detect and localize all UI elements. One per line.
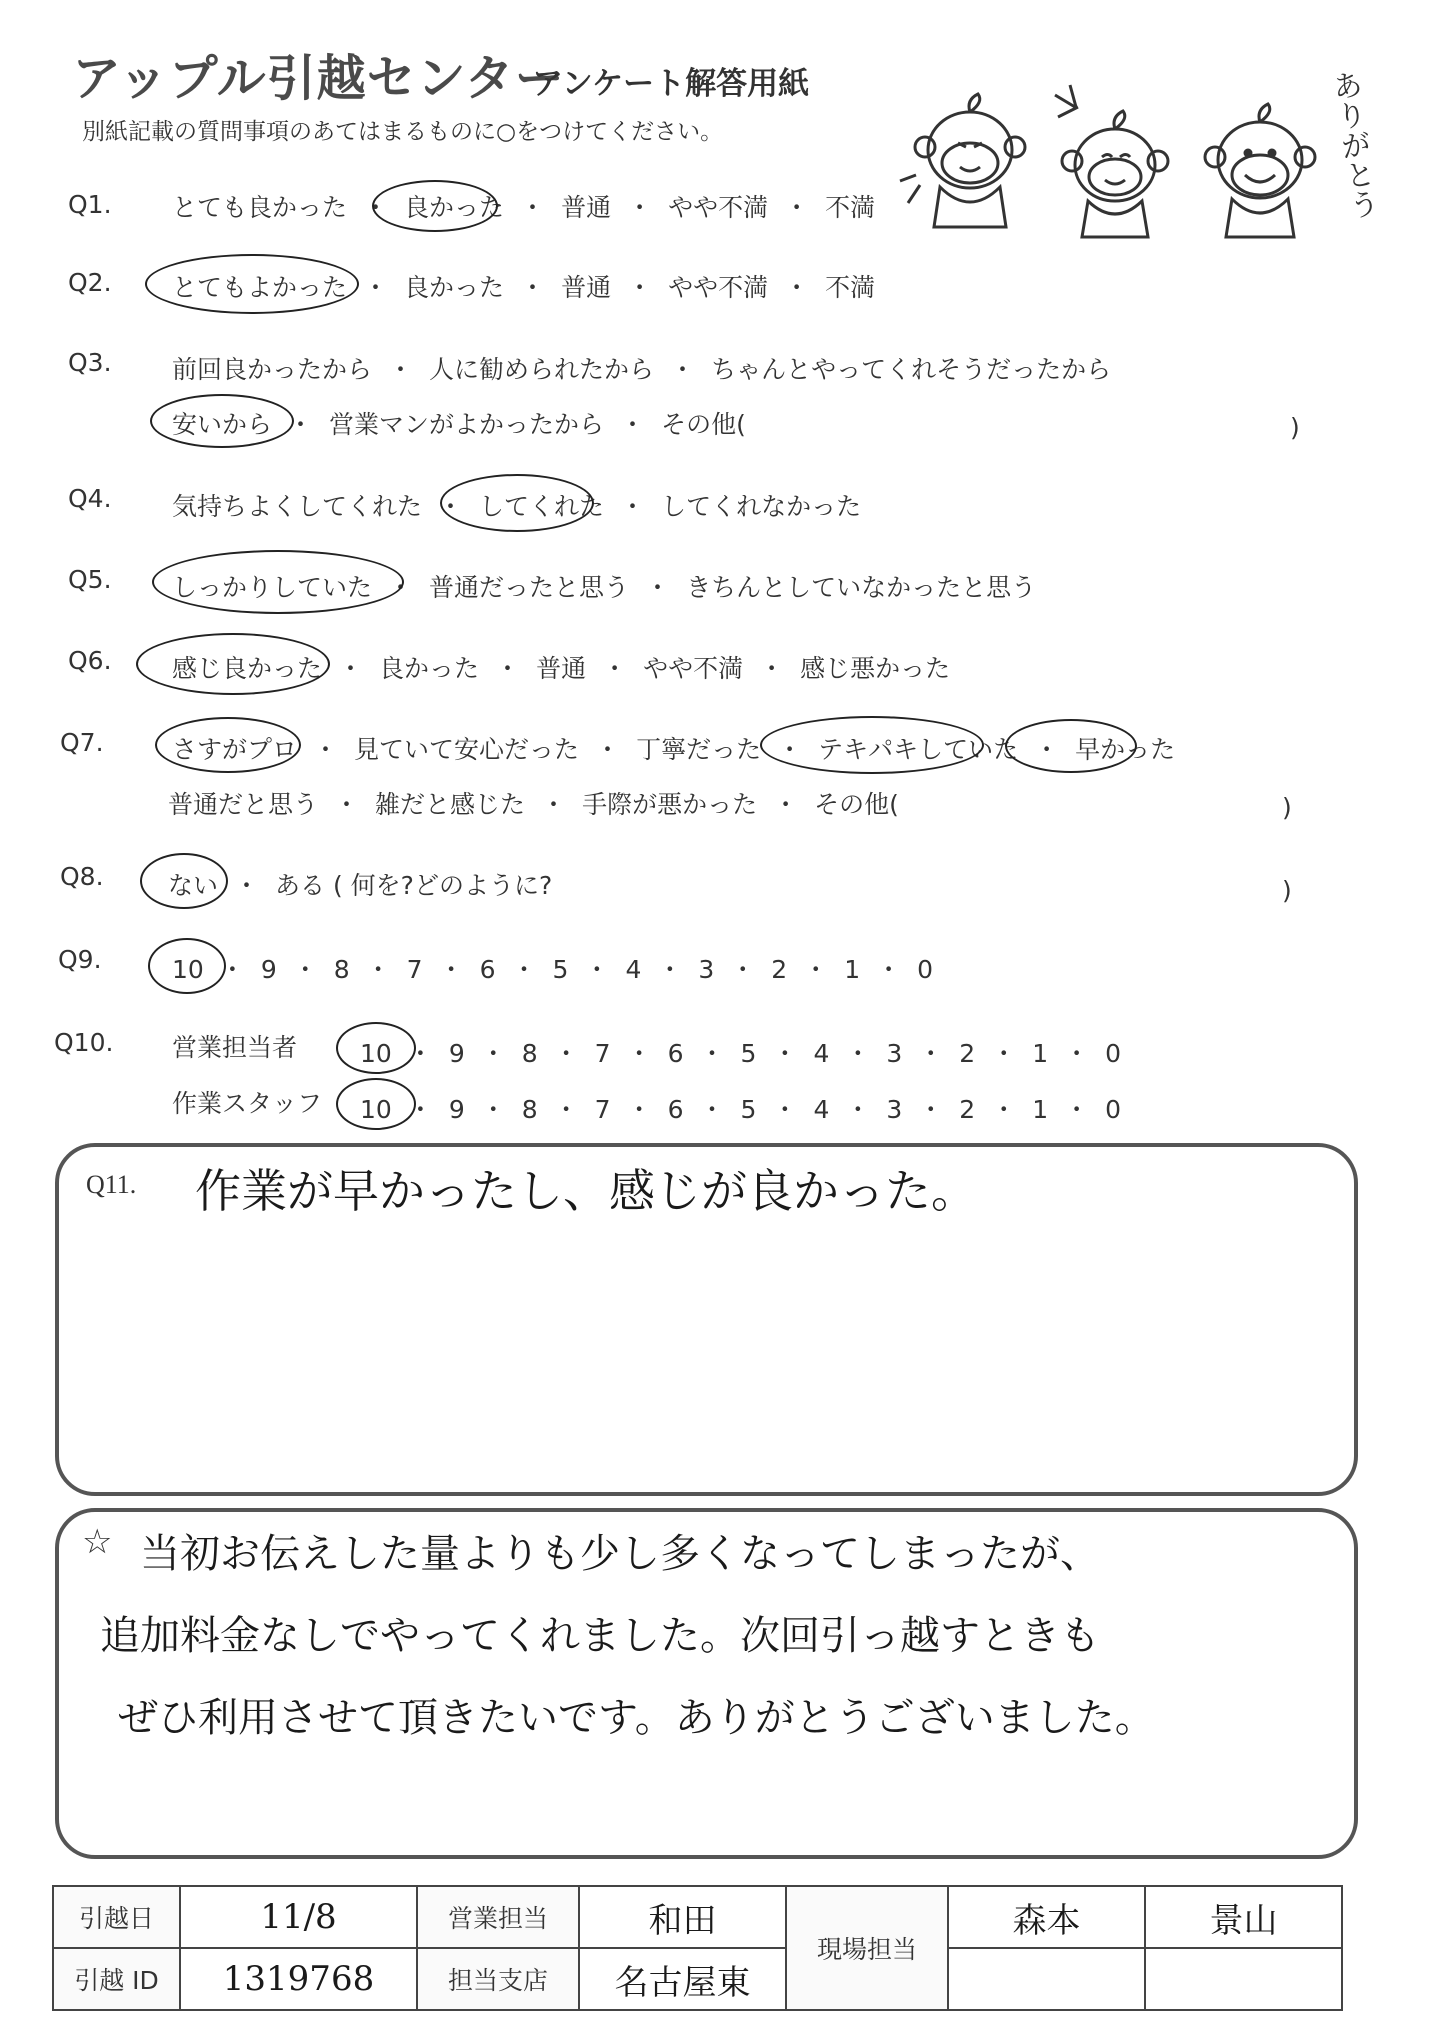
q5-option[interactable]: きちんとしていなかったと思う (686, 573, 1037, 602)
q10-staff-scale-value[interactable]: 6 (667, 1095, 684, 1124)
q8-selection-circle (140, 853, 228, 909)
q8-option[interactable]: ない (168, 871, 219, 900)
q11-label: Q11. (86, 1170, 137, 1199)
q3-options-line2: 安いから ・ 営業マンがよかったから ・ その他( (172, 405, 746, 441)
q10-staff-scale-value[interactable]: 10 (360, 1095, 392, 1124)
branch-label: 担当支店 (417, 1948, 579, 2010)
q5-options: しっかりしていた ・ 普通だったと思う ・ きちんとしていなかったと思う (172, 568, 1036, 604)
q10-sales-scale-value[interactable]: 0 (1105, 1039, 1122, 1068)
q9-number: Q9. (58, 945, 102, 974)
q3-option[interactable]: 前回良かったから (172, 355, 373, 384)
q2-option[interactable]: やや不満 (668, 273, 769, 302)
q7-option[interactable]: 丁寧だった (636, 735, 762, 764)
q8-close-paren: ) (1282, 876, 1292, 905)
q3-option[interactable]: 営業マンがよかったから (329, 410, 605, 439)
q6-options: 感じ良かった ・ 良かった ・ 普通 ・ やや不満 ・ 感じ悪かった (172, 649, 950, 685)
q3-option[interactable]: ちゃんとやってくれそうだったから (711, 355, 1112, 384)
q1-options: とても良かった ・ 良かった ・ 普通 ・ やや不満 ・ 不満 (172, 188, 875, 224)
move-id-value[interactable]: 1319768 (180, 1948, 417, 2010)
q10-staff-scale: 10 ・ 9 ・ 8 ・ 7 ・ 6 ・ 5 ・ 4 ・ 3 ・ 2 ・ 1 ・ 0 (360, 1095, 1122, 1124)
q10-staff-label: 作業スタッフ (172, 1089, 323, 1118)
site-staff-value[interactable]: 景山 (1145, 1886, 1342, 1948)
q10-sales-scale-value[interactable]: 4 (813, 1039, 830, 1068)
q9-scale-value[interactable]: 4 (625, 955, 642, 984)
q10-number: Q10. (54, 1028, 114, 1057)
q7-option[interactable]: 普通だと思う (168, 790, 319, 819)
q6-option[interactable]: 普通 (536, 654, 587, 683)
q10-sales-label: 営業担当者 (172, 1033, 298, 1062)
q2-option[interactable]: 普通 (561, 273, 612, 302)
q10-staff-scale-value[interactable]: 3 (886, 1095, 903, 1124)
q8-options: ない ・ ある ( 何を?どのように? (168, 866, 552, 902)
q10-sales-scale-value[interactable]: 1 (1032, 1039, 1049, 1068)
q9-scale-value[interactable]: 9 (260, 955, 277, 984)
q7-options-line2: 普通だと思う ・ 雑だと感じた ・ 手際が悪かった ・ その他( (168, 785, 899, 821)
q9-scale-value[interactable]: 6 (479, 955, 496, 984)
q6-number: Q6. (68, 646, 112, 675)
move-date-value[interactable]: 11/8 (180, 1886, 417, 1948)
q10-staff-scale-value[interactable]: 9 (448, 1095, 465, 1124)
q7-selection-circle (155, 717, 301, 773)
q4-selection-circle (440, 474, 594, 532)
q9-scale-value[interactable]: 5 (552, 955, 569, 984)
q9-scale: 10 ・ 9 ・ 8 ・ 7 ・ 6 ・ 5 ・ 4 ・ 3 ・ 2 ・ 1 ・ 0 (172, 955, 934, 984)
site-staff-value[interactable] (1145, 1948, 1342, 2010)
q10-sales-scale-value[interactable]: 5 (740, 1039, 757, 1068)
q10-staff-scale-value[interactable]: 8 (521, 1095, 538, 1124)
q10-staff-scale-value[interactable]: 7 (594, 1095, 611, 1124)
q10-staff-scale-value[interactable]: 5 (740, 1095, 757, 1124)
q1-number: Q1. (68, 190, 112, 219)
q2-option[interactable]: 不満 (825, 273, 876, 302)
q9-scale-value[interactable]: 1 (844, 955, 861, 984)
q1-selection-circle (372, 180, 498, 232)
arigatou-text: ありがとう (1324, 68, 1381, 222)
move-date-label: 引越日 (53, 1886, 180, 1948)
q4-options: 気持ちよくしてくれた ・ してくれた ・ してくれなかった (172, 487, 861, 523)
brand-title: アップル引越センター (72, 50, 565, 107)
q2-selection-circle (145, 254, 359, 314)
star-icon: ☆ (82, 1522, 113, 1562)
q4-number: Q4. (68, 484, 112, 513)
q6-option[interactable]: 感じ悪かった (800, 654, 951, 683)
q7-option[interactable]: 早かった (1075, 735, 1176, 764)
q10-staff-scale-value[interactable]: 0 (1105, 1095, 1122, 1124)
q7-option[interactable]: さすがプロ (172, 735, 298, 764)
q2-option[interactable]: とてもよかった (172, 273, 348, 302)
q9-scale-value[interactable]: 7 (406, 955, 423, 984)
q7-close-paren: ) (1282, 793, 1292, 822)
q5-number: Q5. (68, 565, 112, 594)
q7-option[interactable]: 手際が悪かった (582, 790, 758, 819)
q8-option[interactable]: ある ( 何を?どのように? (275, 871, 553, 900)
q10-sales-scale-value[interactable]: 10 (360, 1039, 392, 1068)
q7-option[interactable]: 雑だと感じた (375, 790, 526, 819)
form-subtitle: アンケート解答用紙 (532, 66, 810, 102)
q10-sales-scale-value[interactable]: 9 (448, 1039, 465, 1068)
q3-close-paren: ) (1290, 413, 1300, 442)
q7-selection-circle (760, 716, 984, 774)
q3-options-line1: 前回良かったから ・ 人に勧められたから ・ ちゃんとやってくれそうだったから (172, 350, 1111, 386)
q9-scale-value[interactable]: 2 (771, 955, 788, 984)
q8-number: Q8. (60, 862, 104, 891)
q6-option[interactable]: やや不満 (643, 654, 744, 683)
q3-option[interactable]: 安いから (172, 410, 273, 439)
comment-line[interactable]: ぜひ利用させて頂きたいです。ありがとうございました。 (118, 1695, 1155, 1741)
q3-option[interactable]: 人に勧められたから (429, 355, 655, 384)
q2-option[interactable]: 良かった (404, 273, 505, 302)
q5-option[interactable]: しっかりしていた (172, 573, 373, 602)
q1-option[interactable]: とても良かった (172, 193, 348, 222)
q11-answer-text[interactable]: 作業が早かったし、感じが良かった。 (195, 1164, 977, 1218)
branch-value[interactable]: 名古屋東 (579, 1948, 786, 2010)
q1-option[interactable]: 良かった (404, 193, 505, 222)
q10-sales-scale-value[interactable]: 3 (886, 1039, 903, 1068)
q9-scale-value[interactable]: 0 (917, 955, 934, 984)
q1-option[interactable]: 不満 (825, 193, 876, 222)
q10-sales-scale-value[interactable]: 8 (521, 1039, 538, 1068)
q10-staff-selection-circle (336, 1078, 416, 1130)
instruction-text: 別紙記載の質問事項のあてはまるものに○をつけてください。 (82, 119, 724, 145)
sales-value[interactable]: 和田 (579, 1886, 786, 1948)
q3-selection-circle (150, 394, 294, 448)
q7-option[interactable]: テキパキしていた (818, 735, 1019, 764)
q5-option[interactable]: 普通だったと思う (429, 573, 630, 602)
q9-selection-circle (148, 938, 226, 994)
site-staff-value[interactable] (948, 1948, 1145, 2010)
q4-option[interactable]: 気持ちよくしてくれた (172, 492, 423, 521)
q7-number: Q7. (60, 728, 104, 757)
q7-selection-circle (1005, 719, 1137, 773)
q10-staff-scale-value[interactable]: 4 (813, 1095, 830, 1124)
q10-sales-scale-value[interactable]: 2 (959, 1039, 976, 1068)
q10-staff-scale-value[interactable]: 2 (959, 1095, 976, 1124)
q7-option[interactable]: 見ていて安心だった (354, 735, 580, 764)
move-id-label: 引越 ID (53, 1948, 180, 2010)
q10-sales-scale-value[interactable]: 6 (667, 1039, 684, 1068)
q5-selection-circle (152, 550, 404, 614)
q3-number: Q3. (68, 348, 112, 377)
q9-scale-value[interactable]: 10 (172, 955, 204, 984)
q6-option[interactable]: 良かった (379, 654, 480, 683)
q10-staff-scale-value[interactable]: 1 (1032, 1095, 1049, 1124)
q10-sales-scale: 10 ・ 9 ・ 8 ・ 7 ・ 6 ・ 5 ・ 4 ・ 3 ・ 2 ・ 1 ・ 0 (360, 1039, 1122, 1068)
q7-option[interactable]: その他( (814, 790, 899, 819)
comment-line[interactable]: 追加料金なしでやってくれました。次回引っ越すときも (100, 1613, 1100, 1659)
q10-sales-selection-circle (336, 1022, 416, 1074)
monkey-mascots-illustration (880, 55, 1360, 255)
q9-scale-value[interactable]: 8 (333, 955, 350, 984)
q6-option[interactable]: 感じ良かった (172, 654, 323, 683)
move-info-table (52, 1885, 1343, 2011)
site-staff-value[interactable]: 森本 (948, 1886, 1145, 1948)
q7-options-line1: さすがプロ ・ 見ていて安心だった ・ 丁寧だった ・ テキパキしていた ・ 早かった (172, 730, 1175, 766)
q9-scale-value[interactable]: 3 (698, 955, 715, 984)
q2-options: とてもよかった ・ 良かった ・ 普通 ・ やや不満 ・ 不満 (172, 268, 875, 304)
q2-number: Q2. (68, 268, 112, 297)
sales-label: 営業担当 (417, 1886, 579, 1948)
q4-option[interactable]: してくれた (479, 492, 605, 521)
q1-option[interactable]: やや不満 (668, 193, 769, 222)
q6-selection-circle (136, 633, 330, 695)
q4-option[interactable]: してくれなかった (661, 492, 862, 521)
q10-sales-scale-value[interactable]: 7 (594, 1039, 611, 1068)
q3-option[interactable]: その他( (661, 410, 746, 439)
comment-line[interactable]: 当初お伝えした量よりも少し多くなってしまったが、 (140, 1531, 1100, 1577)
site-staff-label: 現場担当 (786, 1886, 948, 2010)
q1-option[interactable]: 普通 (561, 193, 612, 222)
